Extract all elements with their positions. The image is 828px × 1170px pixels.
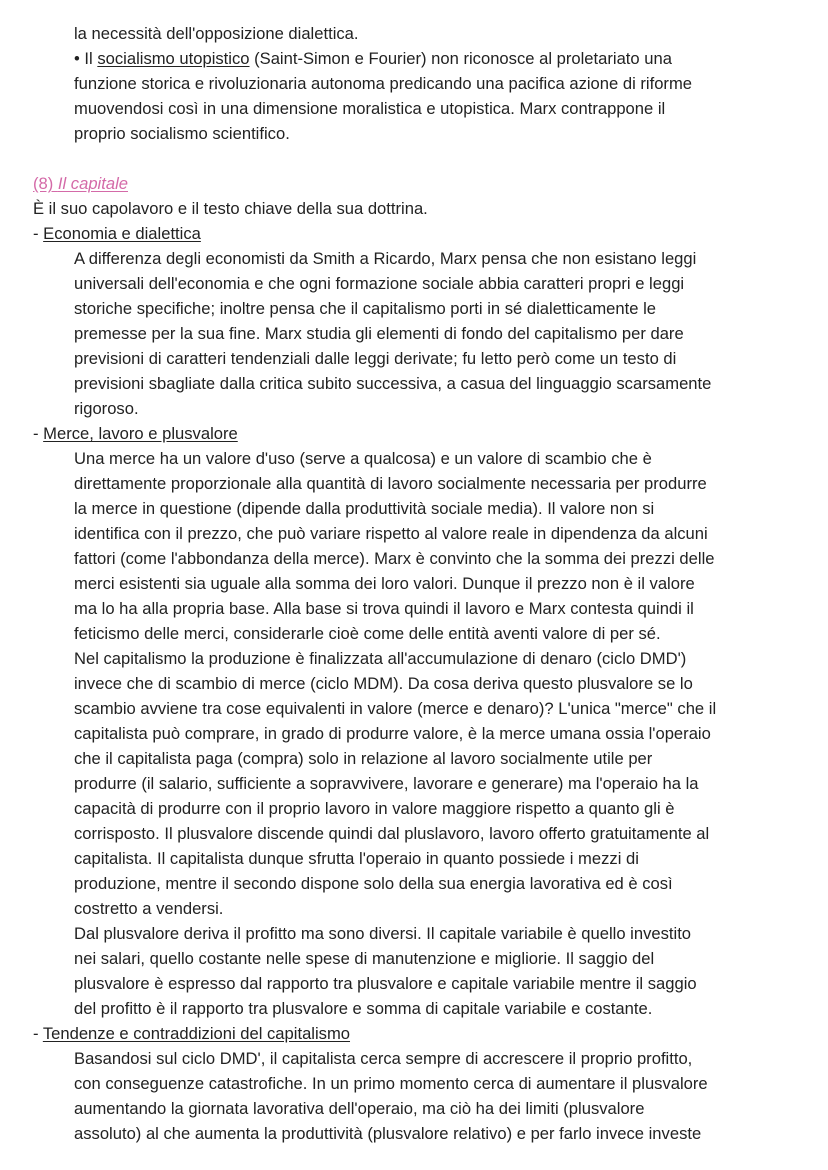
intro-line-2 bbox=[74, 49, 672, 69]
paragraph-line: universali dell'economia e che ogni formazione sociale abbia caratteri propri e leggi bbox=[74, 274, 685, 293]
paragraph-line: invece che di scambio di merce (ciclo MDM). Da cosa deriva questo plusvalore se lo bbox=[74, 674, 693, 693]
paragraph-line: ma lo ha alla propria base. Alla base si trova quindi il lavoro e Marx contesta quindi il bbox=[74, 599, 694, 618]
paragraph-line: Basandosi sul ciclo DMD', il capitalista cerca sempre di accrescere il proprio profitto, bbox=[74, 1049, 693, 1068]
paragraph-line: plusvalore è espresso dal rapporto tra plusvalore e capitale variabile mentre il saggio bbox=[74, 974, 697, 993]
paragraph-line: aumentando la giornata lavorativa dell'operaio, ma ciò ha dei limiti (plusvalore bbox=[74, 1099, 645, 1118]
paragraph-line: la merce in questione (dipende dalla produttività sociale media). Il valore non si bbox=[74, 499, 655, 518]
paragraph-line: scambio avviene tra cose equivalenti in valore (merce e denaro)? L'unica "merce" che il bbox=[74, 699, 717, 718]
paragraph-line: capacità di produrre con il proprio lavoro in valore maggiore rispetto a quanto gli è bbox=[74, 799, 675, 818]
paragraph-line: rigoroso. bbox=[74, 399, 139, 418]
paragraph-line: costretto a vendersi. bbox=[74, 899, 224, 918]
paragraph-line: A differenza degli economisti da Smith a Ricardo, Marx pensa che non esistano leggi bbox=[74, 249, 697, 268]
paragraph-line: produzione, mentre il secondo dispone solo della sua energia lavorativa ed è così bbox=[74, 874, 673, 893]
paragraph-line: storiche specifiche; inoltre pensa che il capitalismo porti in sé dialetticamente le bbox=[74, 299, 656, 318]
paragraph-line: produrre (il salario, sufficiente a sopravvivere, lavorare e generare) ma l'operaio ha la bbox=[74, 774, 699, 793]
paragraph-line: feticismo delle merci, considerarle cioè come delle entità aventi valore di per sé. bbox=[74, 624, 661, 643]
paragraph-line: fattori (come l'abbondanza della merce). Marx è convinto che la somma dei prezzi delle bbox=[74, 549, 715, 568]
paragraph-line: corrisposto. Il plusvalore discende quindi dal pluslavoro, lavoro offerto gratuitamente al bbox=[74, 824, 710, 843]
paragraph-line: direttamente proporzionale alla quantità di lavoro socialmente necessaria per produrre bbox=[74, 474, 707, 493]
paragraph-line: Dal plusvalore deriva il profitto ma sono diversi. Il capitale variabile è quello investito bbox=[74, 924, 692, 943]
paragraph-line: previsioni di caratteri tendenziali dalle leggi derivate; fu letto però come un testo di bbox=[74, 349, 677, 368]
subheading-economia-dialettica bbox=[33, 224, 201, 244]
subheading-tendenze-contraddizioni bbox=[33, 1024, 350, 1044]
subheading-dash: - bbox=[33, 1024, 43, 1043]
section-title: Il capitale bbox=[57, 174, 128, 193]
paragraph-line: merci esistenti sia uguale alla somma dei loro valori. Dunque il prezzo non è il valore bbox=[74, 574, 695, 593]
paragraph-line: assoluto) al che aumenta la produttività (plusvalore relativo) e per farlo invece investe bbox=[74, 1124, 702, 1143]
intro-line-4: muovendosi così in una dimensione moralistica e utopistica. Marx contrappone il bbox=[74, 99, 666, 118]
subheading-merce-lavoro-plusvalore bbox=[33, 424, 238, 444]
section-number: (8) bbox=[33, 174, 58, 193]
paragraph-line: che il capitalista paga (compra) solo in relazione al lavoro socialmente utile per bbox=[74, 749, 653, 768]
paragraph-line: capitalista. Il capitalista dunque sfrutta l'operaio in quanto possiede i mezzi di bbox=[74, 849, 639, 868]
paragraph-line: nei salari, quello costante nelle spese di manutenzione e migliorie. Il saggio del bbox=[74, 949, 655, 968]
intro-line-1: la necessità dell'opposizione dialettica. bbox=[74, 24, 359, 43]
intro-line-5: proprio socialismo scientifico. bbox=[74, 124, 290, 143]
intro-line-3: funzione storica e rivoluzionaria autonoma predicando una pacifica azione di riforme bbox=[74, 74, 693, 93]
paragraph-line: previsioni sbagliate dalla critica subito successiva, a casua del linguaggio scarsamente bbox=[74, 374, 712, 393]
paragraph-line: con conseguenze catastrofiche. In un primo momento cerca di aumentare il plusvalore bbox=[74, 1074, 708, 1093]
bullet-text: • Il bbox=[74, 49, 98, 68]
paragraph-line: Nel capitalismo la produzione è finalizzata all'accumulazione di denaro (ciclo DMD') bbox=[74, 649, 687, 668]
subheading-dash: - bbox=[33, 424, 44, 443]
subheading-dash: - bbox=[33, 224, 44, 243]
section-heading bbox=[33, 174, 128, 194]
subheading-title: Merce, lavoro e plusvalore bbox=[43, 424, 238, 443]
paragraph-line: capitalista può comprare, in grado di produrre valore, è la merce umana ossia l'operaio bbox=[74, 724, 711, 743]
subheading-title: Economia e dialettica bbox=[43, 224, 201, 243]
paragraph-line: premesse per la sua fine. Marx studia gli elementi di fondo del capitalismo per dare bbox=[74, 324, 684, 343]
section-lead: È il suo capolavoro e il testo chiave della sua dottrina. bbox=[33, 199, 428, 218]
intro-line-2-rest: (Saint-Simon e Fourier) non riconosce al proletariato una bbox=[249, 49, 672, 68]
paragraph-line: del profitto è il rapporto tra plusvalore e somma di capitale variabile e costante. bbox=[74, 999, 653, 1018]
paragraph-line: identifica con il prezzo, che può variare rispetto al valore reale in dipendenza da alcuni bbox=[74, 524, 708, 543]
term-socialismo-utopistico: socialismo utopistico bbox=[97, 49, 250, 68]
subheading-title: Tendenze e contraddizioni del capitalismo bbox=[42, 1024, 351, 1043]
paragraph-line: Una merce ha un valore d'uso (serve a qualcosa) e un valore di scambio che è bbox=[74, 449, 652, 468]
